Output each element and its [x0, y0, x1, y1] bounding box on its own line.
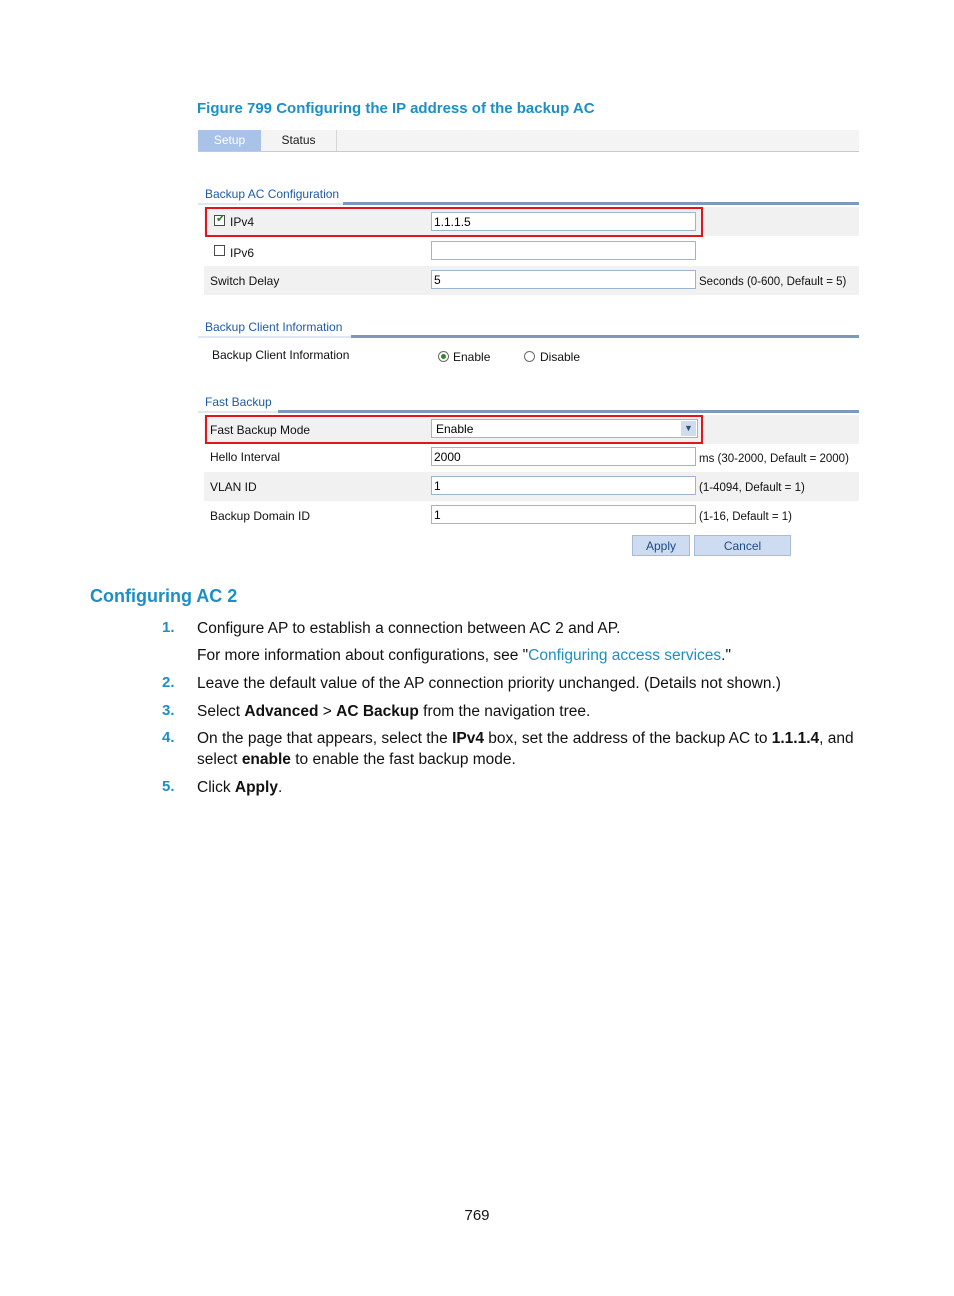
- text-fragment: , and select: [197, 730, 854, 768]
- enable-radio[interactable]: [438, 351, 449, 362]
- highlight-box-fast-backup-mode: [205, 415, 703, 444]
- ipv4-address-input[interactable]: 1.1.1.5: [431, 212, 696, 231]
- text-fragment: .: [277, 779, 283, 796]
- step-text: [197, 777, 867, 798]
- row-vlan-id: [204, 472, 859, 501]
- step-text: [197, 701, 867, 722]
- radio-selected-dot: [441, 354, 446, 359]
- text-fragment: box, set the address of the backup AC to: [483, 730, 772, 747]
- cancel-button[interactable]: Cancel: [694, 535, 791, 556]
- vlan-id-input[interactable]: 1: [431, 476, 696, 495]
- ipv6-label: IPv6: [230, 246, 255, 260]
- text-fragment: Click: [197, 779, 235, 796]
- ipv4-label: IPv4: [230, 215, 255, 229]
- page-number: 769: [464, 1207, 490, 1224]
- backup-domain-id-label: Backup Domain ID: [210, 509, 311, 523]
- switch-delay-hint: Seconds (0-600, Default = 5): [699, 276, 847, 288]
- section-title: Backup Client Information: [205, 320, 343, 334]
- ipv6-checkbox[interactable]: [214, 245, 225, 256]
- step-number: 5.: [162, 778, 175, 795]
- chevron-down-icon[interactable]: ▼: [681, 421, 696, 436]
- bold-term: Apply: [234, 779, 278, 796]
- switch-delay-input[interactable]: 5: [431, 270, 696, 289]
- row-hello-interval: [204, 443, 859, 472]
- text-fragment: to enable the fast backup mode.: [290, 751, 516, 768]
- row-switch-delay: [204, 266, 859, 295]
- step-number: 1.: [162, 619, 175, 636]
- bold-term: IPv4: [452, 730, 484, 747]
- section-backup-ac: [198, 183, 859, 205]
- section-divider-accent: [343, 202, 859, 205]
- row-backup-domain-id: [204, 501, 859, 530]
- fast-backup-mode-value: Enable: [436, 422, 474, 436]
- backup-domain-id-input[interactable]: 1: [431, 505, 696, 524]
- highlight-box-ipv4: [205, 207, 703, 237]
- disable-radio-label: Disable: [540, 350, 581, 364]
- ipv6-address-input[interactable]: [431, 241, 696, 260]
- fast-backup-mode-label: Fast Backup Mode: [210, 423, 311, 437]
- backup-domain-id-hint: (1-16, Default = 1): [699, 511, 793, 523]
- section-divider-accent: [278, 410, 859, 413]
- switch-delay-label: Switch Delay: [210, 274, 280, 288]
- check-icon: ✔: [216, 213, 226, 225]
- section-title: Fast Backup: [205, 395, 272, 409]
- tab-setup[interactable]: Setup: [198, 130, 261, 151]
- section-heading: Configuring AC 2: [90, 586, 238, 606]
- figure-caption: Figure 799 Configuring the IP address of the backup AC: [197, 100, 595, 117]
- section-backup-client: [198, 316, 859, 338]
- text-fragment: Select: [197, 703, 245, 720]
- step-number: 2.: [162, 674, 175, 691]
- tab-bar: [198, 130, 859, 152]
- text-fragment: On the page that appears, select the: [197, 730, 453, 747]
- section-fast-backup: [198, 391, 859, 413]
- enable-radio-label: Enable: [453, 350, 491, 364]
- text-fragment: >: [318, 703, 337, 720]
- more-info-suffix: .": [721, 647, 731, 664]
- configuring-access-services-link[interactable]: Configuring access services: [528, 647, 722, 664]
- apply-button[interactable]: Apply: [632, 535, 690, 556]
- step-text: Leave the default value of the AP connection priority unchanged. (Details not shown.): [197, 675, 781, 692]
- hello-interval-label: Hello Interval: [210, 450, 281, 464]
- disable-radio[interactable]: [524, 351, 535, 362]
- backup-client-label: Backup Client Information: [212, 348, 350, 362]
- hello-interval-input[interactable]: 2000: [431, 447, 696, 466]
- section-title: Backup AC Configuration: [205, 187, 340, 201]
- step-text: Configure AP to establish a connection between AC 2 and AP.: [197, 620, 621, 637]
- step-number: 3.: [162, 702, 175, 719]
- step-1-more-info: [197, 645, 867, 666]
- tab-status[interactable]: Status: [261, 130, 337, 151]
- row-backup-client: [204, 341, 859, 370]
- more-info-prefix: For more information about configurations, see ": [197, 647, 529, 664]
- step-text: [197, 728, 867, 770]
- vlan-id-label: VLAN ID: [210, 480, 257, 494]
- bold-term: AC Backup: [336, 703, 419, 720]
- bold-term: Advanced: [244, 703, 319, 720]
- step-number: 4.: [162, 729, 175, 746]
- vlan-id-hint: (1-4094, Default = 1): [699, 482, 805, 494]
- bold-term: 1.1.1.4: [771, 730, 820, 747]
- section-divider-accent: [351, 335, 859, 338]
- text-fragment: from the navigation tree.: [418, 703, 591, 720]
- row-ipv6: [204, 237, 859, 266]
- hello-interval-hint: ms (30-2000, Default = 2000): [699, 453, 849, 465]
- bold-term: enable: [241, 751, 291, 768]
